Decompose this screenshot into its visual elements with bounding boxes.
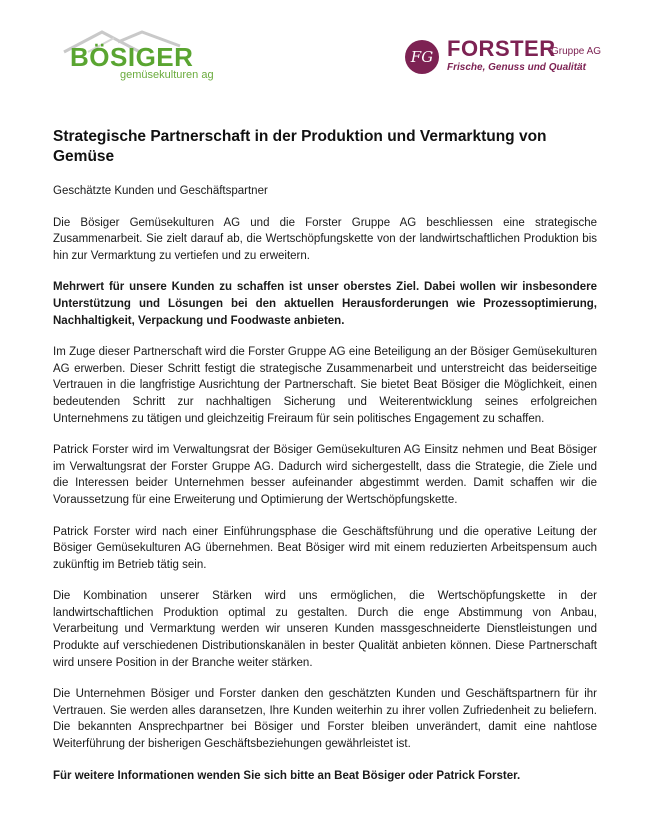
forster-wordmark: FORSTER	[447, 36, 556, 61]
paragraph: Die Bösiger Gemüsekulturen AG und die Forster Gruppe AG beschliessen eine strategische Zusammenarbeit. Sie zielt darauf ab, die Wertschöpfungskette von der landwirtschaftlichen Produktion bis hin zur Vermarktung zu vertiefen und zu erweitern.	[53, 216, 597, 262]
forster-tagline: Frische, Genuss und Qualität	[447, 62, 586, 73]
forster-logo	[405, 38, 605, 82]
paragraph: Die Kombination unserer Stärken wird uns ermöglichen, die Wertschöpfungskette in der landwirtschaftlichen Produktion optimal zu gestalten. Durch die enge Abstimmung von Anbau, Verarbeitung und Vermarktung werden wir unseren Kunden massgeschneiderte Dienstleistungen und Produkte auf verschiedenen Distributionskanälen in bester Qualität anbieten können. Diese Partnerschaft wird unsere Position in der Branche weiter stärken.	[53, 590, 597, 669]
bosiger-logo	[62, 28, 212, 80]
bosiger-wordmark: BÖSIGER	[70, 42, 194, 72]
letter-body	[53, 127, 597, 799]
paragraph-highlight: Mehrwert für unsere Kunden zu schaffen ist unser oberstes Ziel. Dabei wollen wir insbesondere Unterstützung und Lösungen bei den aktuellen Herausforderungen wie Prozessoptimierung, Nachhaltigkeit, Verpackung und Foodwaste anbieten.	[53, 281, 597, 327]
document-title: Strategische Partnerschaft in der Produktion und Vermarktung von Gemüse	[53, 128, 547, 165]
forster-suffix: Gruppe AG	[551, 46, 602, 57]
forster-monogram-icon: FG	[405, 40, 439, 74]
paragraph: Patrick Forster wird im Verwaltungsrat der Bösiger Gemüsekulturen AG Einsitz nehmen und Beat Bösiger im Verwaltungsrat der Forster Gruppe AG. Dadurch wird sichergestellt, dass die Strategie, die Ziele und die Interessen beider Unternehmen besser aufeinander abgestimmt werden. Damit schaffen wir die Voraussetzung für eine Erweiterung und Optimierung der Wertschöpfungskette.	[53, 444, 597, 506]
paragraph: Patrick Forster wird nach einer Einführungsphase die Geschäftsführung und die operative Leitung der Bösiger Gemüsekulturen AG übernehmen. Beat Bösiger wird mit einem reduzierten Arbeitspensum auch zukünftig im Betrieb tätig sein.	[53, 525, 597, 571]
contact-note: Für weitere Informationen wenden Sie sich bitte an Beat Bösiger oder Patrick Forster.	[53, 769, 521, 782]
paragraph: Im Zuge dieser Partnerschaft wird die Forster Gruppe AG eine Beteiligung an der Bösiger Gemüsekulturen AG erwerben. Dieser Schritt festigt die strategische Zusammenarbeit und unterstreicht das beiderseitige Vertrauen in die langfristige Ausrichtung der Partnerschaft. Sie bietet Beat Bösiger die Möglichkeit, einen bedeutenden Schritt zur nachhaltigen Sicherung und Weiterentwicklung seines erfolgreichen Unternehmens zu tätigen und gleichzeitig Freiraum für sein politisches Engagement zu schaffen.	[53, 346, 597, 425]
paragraph: Die Unternehmen Bösiger und Forster danken den geschätzten Kunden und Geschäftspartnern für ihr Vertrauen. Sie werden alles daransetzen, Ihre Kunden weiterhin zu ihrer vollen Zufriedenheit zu beliefern. Die bekannten Ansprechpartner bei Bösiger und Forster bleiben unverändert, damit eine nahtlose Weiterführung der bisherigen Geschäftsbeziehungen gewährleistet ist.	[53, 688, 597, 751]
bosiger-subtitle: gemüsekulturen ag	[120, 69, 214, 81]
salutation: Geschätzte Kunden und Geschäftspartner	[53, 185, 268, 197]
